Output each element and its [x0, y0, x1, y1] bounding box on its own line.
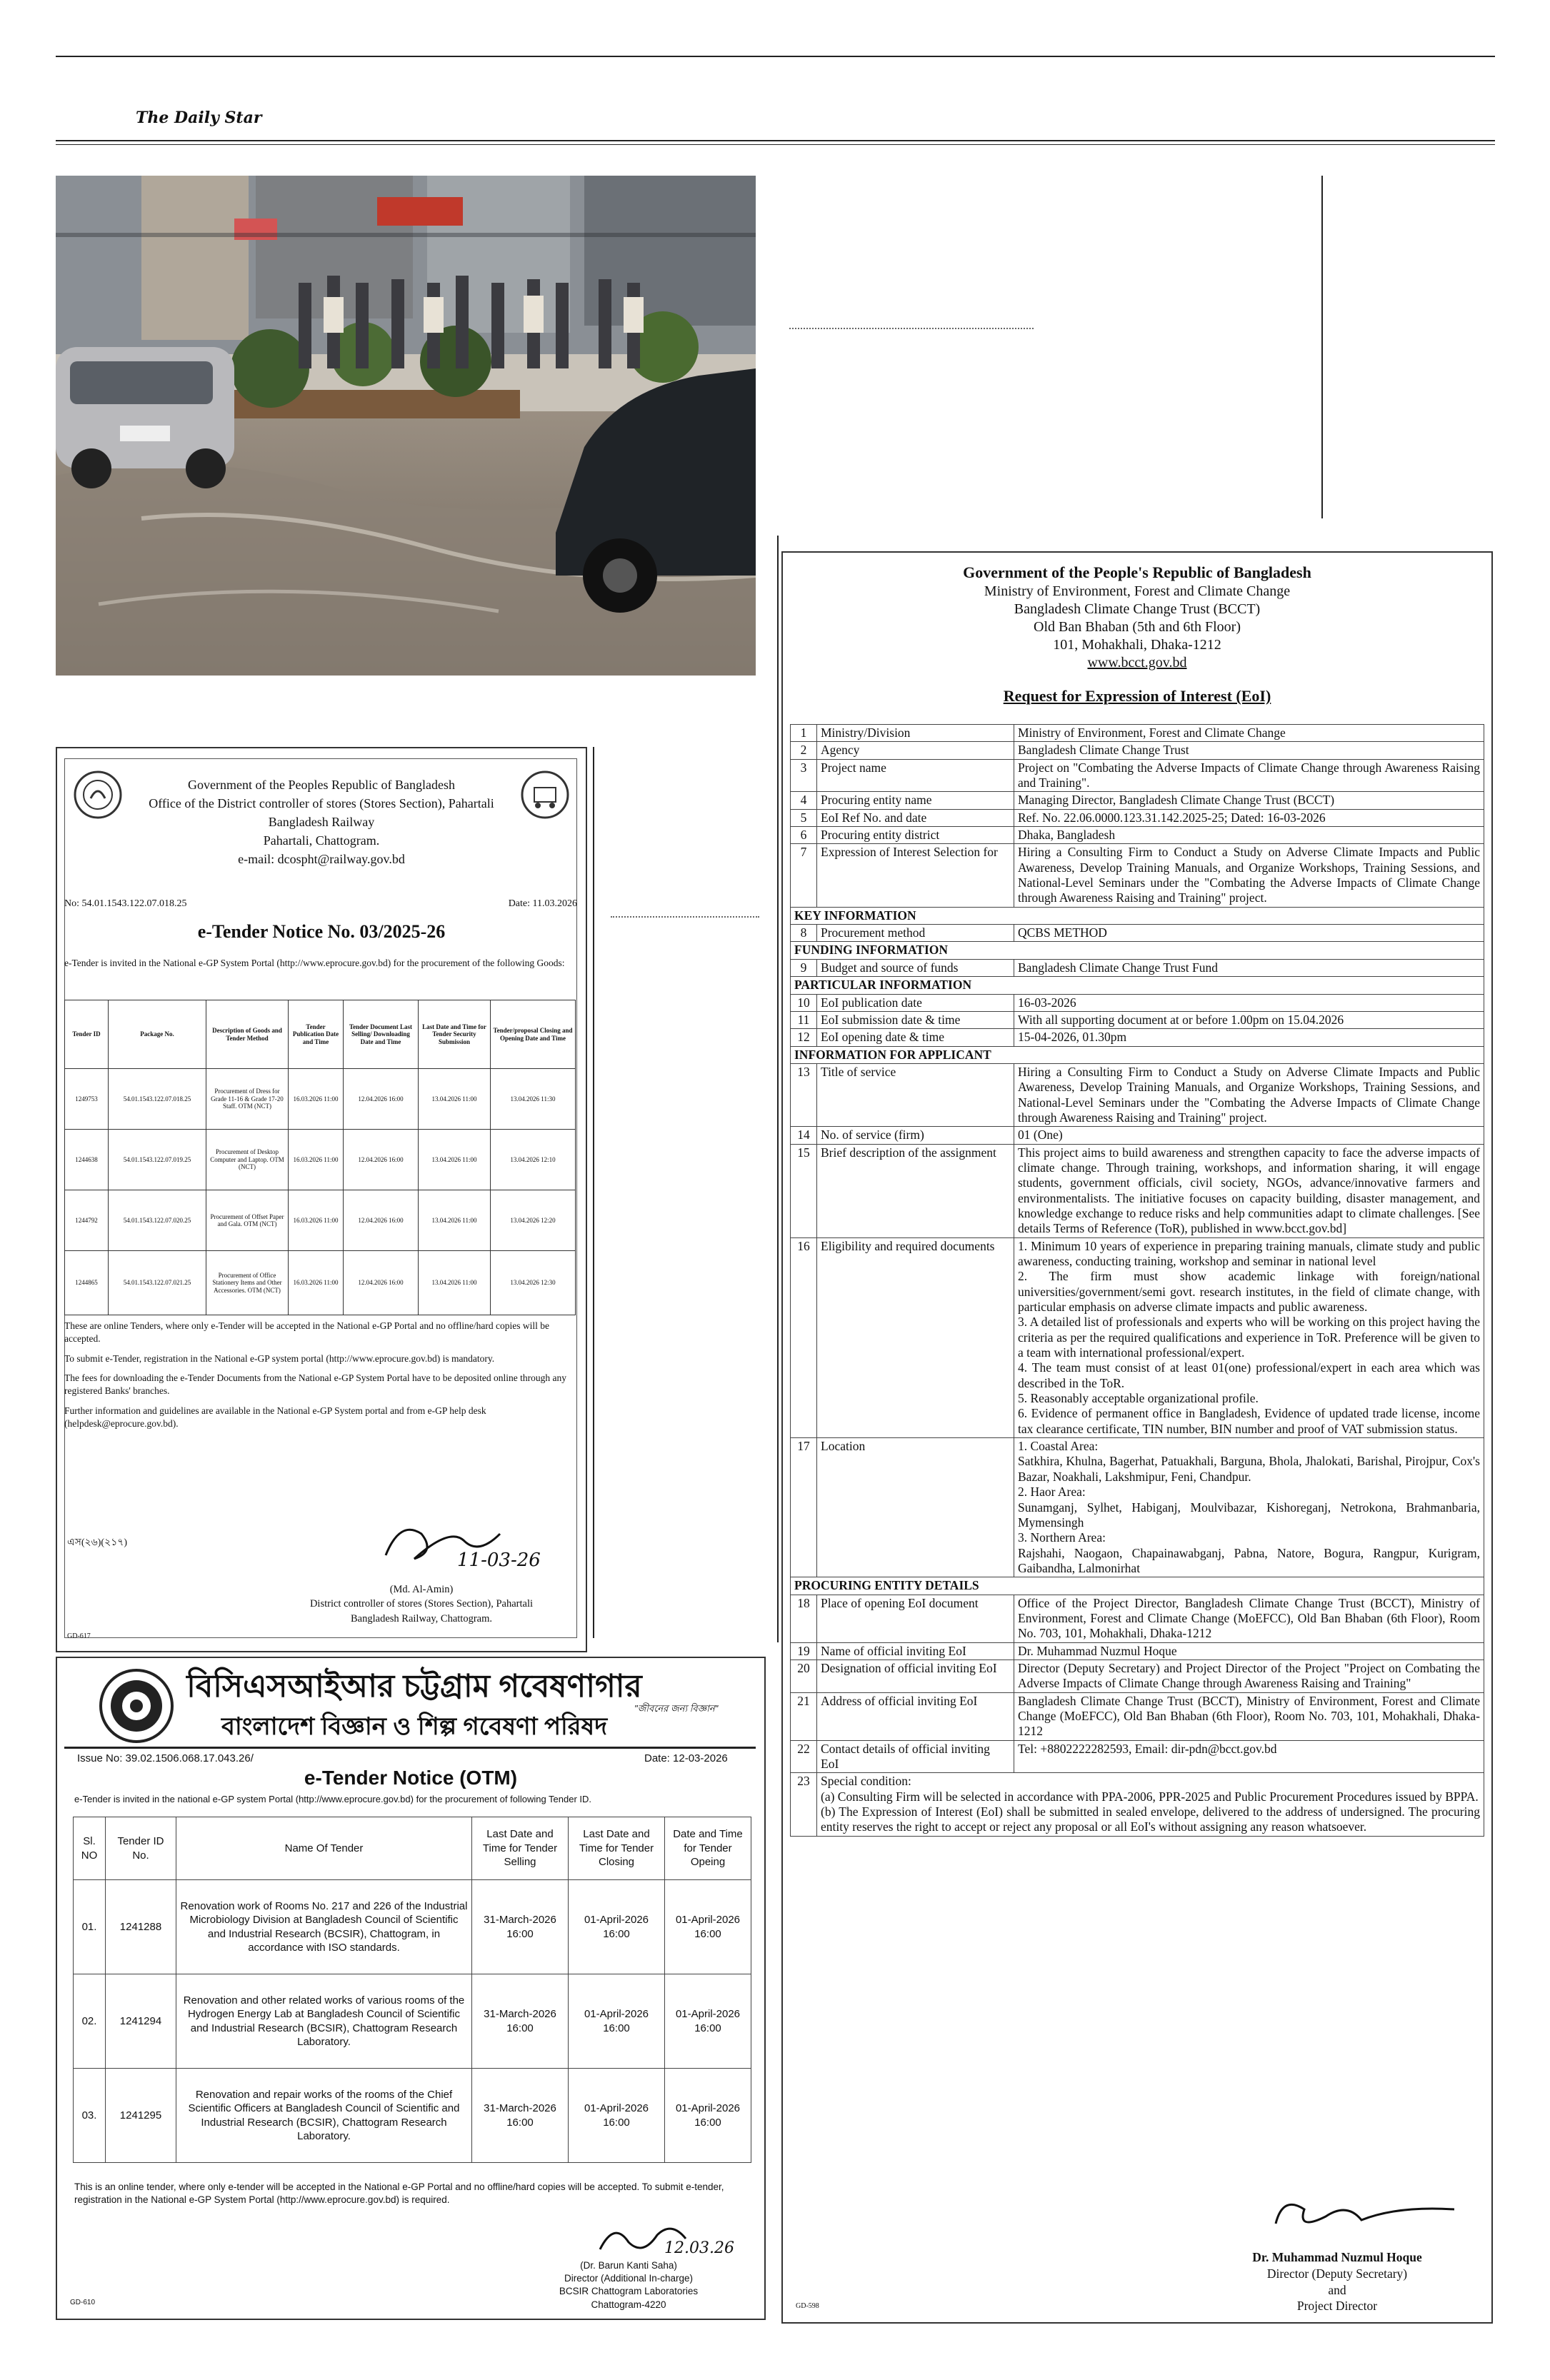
cell: 54.01.1543.122.07.020.25	[109, 1190, 206, 1251]
table-row	[74, 1974, 751, 2069]
section-heading: INFORMATION FOR APPLICANT	[791, 1046, 1484, 1063]
cell: Procurement of Desktop Computer and Laptop. OTM (NCT)	[206, 1130, 289, 1190]
cell: 13.04.2026 11:00	[419, 1251, 491, 1315]
row-value: Director (Deputy Secretary) and Project Director of the Project "Project on Combating the Adverse Impacts of Climate Change through Awareness Raising and Training"	[1014, 1660, 1484, 1692]
notice1-para2: To submit e-Tender, registration in the National e-GP system portal (http://www.eprocure.gov.bd) is mandatory.	[64, 1352, 495, 1364]
row-value	[817, 1773, 1484, 1836]
row-value	[1014, 1438, 1484, 1577]
notice3-trust: Bangladesh Climate Change Trust (BCCT)	[1014, 601, 1261, 617]
notice2-table	[73, 1817, 751, 2163]
table-row	[791, 1692, 1484, 1740]
notice1-sig-title: District controller of stores (Stores Section), Pahartali	[309, 1598, 534, 1610]
cell: 54.01.1543.122.07.019.25	[109, 1130, 206, 1190]
section-row	[791, 907, 1484, 924]
row-number: 15	[791, 1144, 817, 1237]
notice1-signature	[371, 1512, 541, 1577]
table-row	[65, 1251, 576, 1315]
cell: Renovation and other related works of various rooms of the Hydrogen Energy Lab at Bangladesh Council of Scientific and Industrial Research (BCSIR), Chattogram Research Laboratory.	[176, 1974, 472, 2069]
n1-head-id: Tender ID	[65, 1000, 109, 1069]
row-number: 12	[791, 1029, 817, 1046]
row-label: EoI publication date	[817, 994, 1014, 1011]
notice3-web: www.bcct.gov.bd	[1087, 654, 1187, 671]
section-row	[791, 1577, 1484, 1595]
notice1-email: e-mail: dcospht@railway.gov.bd	[238, 852, 405, 867]
table-row	[791, 1127, 1484, 1144]
notice2-footer: This is an online tender, where only e-tender will be accepted in the National e-GP Portal and no offline/hard copies will be accepted. To submit e-tender, registration in the National e-GP System Portal (http://www.eprocure.gov.bd) is required.	[74, 2181, 724, 2206]
table-row	[65, 1069, 576, 1130]
n1-head-doc: Tender Document Last Selling/ Downloading Date and Time	[344, 1000, 419, 1069]
table-row	[791, 1011, 1484, 1028]
row-label: Designation of official inviting EoI	[817, 1660, 1014, 1692]
row-label: Location	[817, 1438, 1014, 1577]
row-label: Contact details of official inviting EoI	[817, 1740, 1014, 1773]
cell: 13.04.2026 11:00	[419, 1130, 491, 1190]
notice3-title: Request for Expression of Interest (EoI)	[1003, 687, 1271, 705]
notice1-title: e-Tender Notice No. 03/2025-26	[197, 921, 446, 942]
cell: 31-March-2026 16:00	[472, 1974, 569, 2069]
cell: 1244865	[65, 1251, 109, 1315]
cell: 13.04.2026 11:00	[419, 1190, 491, 1251]
row-label: EoI submission date & time	[817, 1011, 1014, 1028]
n2-head-sell: Last Date and Time for Tender Selling	[472, 1817, 569, 1880]
list-item: Sunamganj, Sylhet, Habiganj, Moulvibazar, Kishoreganj, Netrokona, Brahmanbaria, Mymensingh	[1018, 1500, 1480, 1530]
cell: 12.04.2026 16:00	[344, 1069, 419, 1130]
table-row	[791, 925, 1484, 942]
row-value	[1014, 1237, 1484, 1437]
bcsir-bn-motto: "জীবনের জন্য বিজ্ঞান"	[634, 1703, 719, 1714]
section-heading: KEY INFORMATION	[791, 907, 1484, 924]
list-item: Rajshahi, Naogaon, Chapainawabganj, Pabna, Natore, Bogura, Rangpur, Kurigram, Gaibandha, Lalmonirhat	[1018, 1545, 1480, 1575]
row-number: 5	[791, 809, 817, 826]
row-label: Brief description of the assignment	[817, 1144, 1014, 1237]
n2-head-open: Date and Time for Tender Opeing	[665, 1817, 751, 1880]
table-row	[791, 1642, 1484, 1660]
row-value: This project aims to build awareness and strengthen capacity to face the adverse impacts of climate change. Through training, workshops, and information sharing, it will engage students, government officials, civil society, NGOs, advance/innovative farmers and environmentalists. The initiative focuses on capacity building, disaster management, and knowledge exchange to reduce risks and help communities adapt to climate challenges. [See details Terms of Reference (ToR), published in www.bcct.gov.bd]	[1014, 1144, 1484, 1237]
notice3-bldg: Old Ban Bhaban (5th and 6th Floor)	[1034, 618, 1241, 635]
n1-head-pkg: Package No.	[109, 1000, 206, 1069]
notice1-code: এস(২৬)(২১৭)	[67, 1537, 128, 1548]
masthead: The Daily Star	[136, 109, 262, 127]
section-heading: PARTICULAR INFORMATION	[791, 977, 1484, 994]
cell: 31-March-2026 16:00	[472, 1880, 569, 1974]
row-value: Project on "Combating the Adverse Impacts of Climate Change through Awareness Raising and Training".	[1014, 759, 1484, 792]
bcsir-bn-title: বিসিএসআইআর চট্টগ্রাম গবেষণাগার	[186, 1669, 642, 1704]
cell: 03.	[74, 2069, 106, 2163]
table-row	[791, 809, 1484, 826]
section-heading: PROCURING ENTITY DETAILS	[791, 1577, 1484, 1595]
notice1-place: Pahartali, Chattogram.	[263, 833, 380, 848]
eoi-table	[790, 724, 1484, 1837]
list-item: 1. Coastal Area:	[1018, 1439, 1099, 1454]
row-label: No. of service (firm)	[817, 1127, 1014, 1144]
notice2-sig-title: Director (Additional In-charge)	[564, 2273, 694, 2284]
row-value: Hiring a Consulting Firm to Conduct a Study on Adverse Climate Impacts and Public Awareness, Develop Training Manuals, and Organize Workshops, Training Sessions, and National-Level Seminars under the "Combating the Adverse Impacts of Climate Change through Awareness Raising and Training" project.	[1014, 844, 1484, 907]
row-label: EoI Ref No. and date	[817, 809, 1014, 826]
notice3-signature	[1254, 2188, 1469, 2245]
notice1-date: Date: 11.03.2026	[508, 898, 577, 909]
notice1-gov: Government of the Peoples Republic of Bangladesh	[188, 778, 455, 792]
svg-text:11-03-26: 11-03-26	[457, 1550, 541, 1571]
cell: Procurement of Offset Paper and Gala. OTM (NCT)	[206, 1190, 289, 1251]
table-row	[65, 1190, 576, 1251]
row-label: Title of service	[817, 1063, 1014, 1126]
row-number: 22	[791, 1740, 817, 1773]
notice1-sig-org: Bangladesh Railway, Chattogram.	[351, 1612, 492, 1625]
cell: Procurement of Office Stationery Items and Other Accessories. OTM (NCT)	[206, 1251, 289, 1315]
railway-emblem-icon	[520, 770, 570, 820]
row-label: Procuring entity district	[817, 827, 1014, 844]
cell: 1244638	[65, 1130, 109, 1190]
list-item: 1. Minimum 10 years of experience in preparing training manuals, climate study and public awareness, conducting training, workshop and seminar in national level	[1018, 1238, 1480, 1268]
row-value: Tel: +8802222282593, Email: dir-pdn@bcct.gov.bd	[1014, 1740, 1484, 1773]
list-item: 2. Haor Area:	[1018, 1485, 1086, 1500]
cell: 01-April-2026 16:00	[665, 2069, 751, 2163]
notice2-gd: GD-610	[70, 2299, 96, 2306]
cell: 1241288	[106, 1880, 176, 1974]
cell: 01-April-2026 16:00	[569, 2069, 665, 2163]
row-number: 16	[791, 1237, 817, 1437]
table-row	[791, 844, 1484, 907]
notice2-issue: Issue No: 39.02.1506.068.17.043.26/	[77, 1752, 254, 1764]
list-item: 3. A detailed list of professionals and experts who will be working on this project having the criteria as per the required qualifications and experience in ToR. Preference will be given to a team with international professional/expert.	[1018, 1315, 1480, 1360]
notice1-table	[64, 1000, 576, 1315]
cell: 1241295	[106, 2069, 176, 2163]
cell: 01.	[74, 1880, 106, 1974]
table-row	[65, 1130, 576, 1190]
row-number: 20	[791, 1660, 817, 1692]
cell: 01-April-2026 16:00	[665, 1880, 751, 1974]
row-value: Office of the Project Director, Bangladesh Climate Change Trust (BCCT), Ministry of Environment, Forest and Climate Change (MoEFCC), Old Ban Bhaban (6th Floor), Room No. 703, 101, Mohakhali, Dhaka-1212	[1014, 1595, 1484, 1642]
cell: 16.03.2026 11:00	[289, 1130, 344, 1190]
cell: 1244792	[65, 1190, 109, 1251]
cell: 13.04.2026 11:30	[491, 1069, 576, 1130]
row-value: Bangladesh Climate Change Trust (BCCT), Ministry of Environment, Forest and Climate Change (MoEFCC), Old Ban Bhaban (6th Floor), Room No. 703, 101, Mohakhali, Dhaka-1212	[1014, 1692, 1484, 1740]
cell: 13.04.2026 12:10	[491, 1130, 576, 1190]
row-number: 3	[791, 759, 817, 792]
cell: 13.04.2026 11:00	[419, 1069, 491, 1130]
notice3-sig-title: Director (Deputy Secretary)	[1266, 2266, 1408, 2281]
cell: Renovation and repair works of the rooms of the Chief Scientific Officers at Bangladesh Council of Scientific and Industrial Research (BCSIR), Chattogram Research Laboratory.	[176, 2069, 472, 2163]
list-item: 5. Reasonably acceptable organizational profile.	[1018, 1391, 1259, 1406]
notice1-intro: e-Tender is invited in the National e-GP System Portal (http://www.eprocure.gov.bd) for the procurement of the following Goods:	[64, 958, 565, 968]
row-value: Ministry of Environment, Forest and Climate Change	[1014, 725, 1484, 742]
notice2-title: e-Tender Notice (OTM)	[304, 1767, 518, 1789]
notice2-sig-org: BCSIR Chattogram Laboratories	[559, 2286, 699, 2297]
list-item: Satkhira, Khulna, Bagerhat, Patuakhali, Barguna, Bhola, Jhalokati, Barishal, Pirojpur, Cox's Bazar, Noakhali, Lakshmipur, Feni, Chandpur.	[1018, 1454, 1480, 1484]
cell: 02.	[74, 1974, 106, 2069]
row-value: Hiring a Consulting Firm to Conduct a Study on Adverse Climate Impacts and Public Awareness, Develop Training Manuals, and Organize Workshops, Training Sessions, and National-Level Seminars under the "Combating the Adverse Impacts of Climate Change through Awareness Raising and Training" project.	[1014, 1063, 1484, 1126]
list-item: 2. The firm must show academic linkage with foreign/national universities/government/semi govt. research institutes, in the field of climate change, with particular emphasis on adverse climate impacts and public awareness.	[1018, 1269, 1480, 1315]
table-row	[791, 759, 1484, 792]
n1-head-pub: Tender Publication Date and Time	[289, 1000, 344, 1069]
section-row	[791, 977, 1484, 994]
cell: 16.03.2026 11:00	[289, 1251, 344, 1315]
cell: 16.03.2026 11:00	[289, 1190, 344, 1251]
cell: 16.03.2026 11:00	[289, 1069, 344, 1130]
row-value: Dhaka, Bangladesh	[1014, 827, 1484, 844]
svg-text:12.03.26: 12.03.26	[664, 2239, 734, 2257]
table-row	[791, 1144, 1484, 1237]
table-row	[791, 1029, 1484, 1046]
table-row	[791, 742, 1484, 759]
row-number: 23	[791, 1773, 817, 1836]
row-value: With all supporting document at or before 1.00pm on 15.04.2026	[1014, 1011, 1484, 1028]
cell: 1241294	[106, 1974, 176, 2069]
row-number: 8	[791, 925, 817, 942]
notice3-sig-and: and	[1328, 2282, 1346, 2297]
cell: 12.04.2026 16:00	[344, 1251, 419, 1315]
row-label: Special condition:	[821, 1774, 911, 1789]
row-number: 1	[791, 725, 817, 742]
notice2-signature	[593, 2214, 734, 2264]
row-number: 11	[791, 1011, 817, 1028]
row-value: 15-04-2026, 01.30pm	[1014, 1029, 1484, 1046]
bcct-eoi-notice	[781, 551, 1493, 2324]
cell: 54.01.1543.122.07.021.25	[109, 1251, 206, 1315]
cell: 01-April-2026 16:00	[569, 1880, 665, 1974]
notice1-sig-name: (Md. Al-Amin)	[389, 1584, 454, 1595]
row-number: 14	[791, 1127, 817, 1144]
bangladesh-emblem-icon	[73, 770, 123, 820]
notice2-sig-name: (Dr. Barun Kanti Saha)	[580, 2260, 677, 2271]
table-row	[791, 792, 1484, 809]
row-label: Name of official inviting EoI	[817, 1642, 1014, 1660]
row-label: Procurement method	[817, 925, 1014, 942]
notice3-gd: GD-598	[796, 2302, 819, 2310]
notice3-gov: Government of the People's Republic of Bangladesh	[963, 563, 1311, 581]
n2-head-sl: Sl. NO	[74, 1817, 106, 1880]
n1-head-sec: Last Date and Time for Tender Security Submission	[419, 1000, 491, 1069]
row-value: Bangladesh Climate Change Trust Fund	[1014, 959, 1484, 976]
bcsir-bn-sub: বাংলাদেশ বিজ্ঞান ও শিল্প গবেষণা পরিষদ	[221, 1713, 608, 1740]
table-row	[791, 1237, 1484, 1437]
notice2-sig-place: Chattogram-4220	[591, 2299, 666, 2310]
notice3-ministry: Ministry of Environment, Forest and Climate Change	[984, 583, 1291, 599]
row-label: Eligibility and required documents	[817, 1237, 1014, 1437]
section-heading: FUNDING INFORMATION	[791, 942, 1484, 959]
cell: 13.04.2026 12:20	[491, 1190, 576, 1251]
row-label: Address of official inviting EoI	[817, 1692, 1014, 1740]
row-number: 2	[791, 742, 817, 759]
notice1-office: Office of the District controller of stores (Stores Section), Pahartali	[149, 796, 494, 811]
row-value: Ref. No. 22.06.0000.123.31.142.2025-25; Dated: 16-03-2026	[1014, 809, 1484, 826]
n2-head-close: Last Date and Time for Tender Closing	[569, 1817, 665, 1880]
cell: 31-March-2026 16:00	[472, 2069, 569, 2163]
row-label: Procuring entity name	[817, 792, 1014, 809]
notice1-para1: These are online Tenders, where only e-Tender will be accepted in the National e-GP Portal and no offline/hard copies will be accepted.	[64, 1320, 550, 1344]
notice3-sig-pd: Project Director	[1296, 2299, 1378, 2314]
row-label: EoI opening date & time	[817, 1029, 1014, 1046]
table-row	[791, 827, 1484, 844]
row-value: QCBS METHOD	[1014, 925, 1484, 942]
notice1-org: Bangladesh Railway	[268, 815, 375, 830]
row-number: 13	[791, 1063, 817, 1126]
row-label: Budget and source of funds	[817, 959, 1014, 976]
list-item: 3. Northern Area:	[1018, 1530, 1106, 1545]
table-row	[791, 1595, 1484, 1642]
table-row	[791, 1438, 1484, 1577]
cell: 12.04.2026 16:00	[344, 1130, 419, 1190]
notice1-para3: The fees for downloading the e-Tender Documents from the National e-GP System Portal have to be deposited online through any registered Banks' branches.	[64, 1372, 566, 1397]
news-photo	[56, 176, 756, 676]
notice3-addr: 101, Mohakhali, Dhaka-1212	[1053, 636, 1221, 653]
row-number: 17	[791, 1438, 817, 1577]
list-item: (b) The Expression of Interest (EoI) shall be submitted in sealed envelope, delivered to the address of undersigned. The procuring entity reserves the right to accept or reject any proposal or all EoI's without assigning any reason whatsoever.	[821, 1804, 1480, 1834]
table-row	[791, 994, 1484, 1011]
row-number: 4	[791, 792, 817, 809]
row-number: 18	[791, 1595, 817, 1642]
cell: 01-April-2026 16:00	[569, 1974, 665, 2069]
cell: 1249753	[65, 1069, 109, 1130]
cell: Procurement of Dress for Grade 11-16 & Grade 17-20 Staff. OTM (NCT)	[206, 1069, 289, 1130]
list-item: (a) Consulting Firm will be selected in accordance with PPA-2006, PPR-2025 and Public Procurement Procedures issued by BPPA.	[821, 1789, 1479, 1804]
table-row	[74, 2069, 751, 2163]
railway-tender-notice	[56, 747, 587, 1652]
row-number: 7	[791, 844, 817, 907]
row-number: 21	[791, 1692, 817, 1740]
table-row	[791, 725, 1484, 742]
n2-head-id: Tender ID No.	[106, 1817, 176, 1880]
table-row	[791, 1063, 1484, 1126]
row-label: Agency	[817, 742, 1014, 759]
row-label: Expression of Interest Selection for	[817, 844, 1014, 907]
n1-head-desc: Description of Goods and Tender Method	[206, 1000, 289, 1069]
row-value: Bangladesh Climate Change Trust	[1014, 742, 1484, 759]
cell: 54.01.1543.122.07.018.25	[109, 1069, 206, 1130]
cell: 01-April-2026 16:00	[665, 1974, 751, 2069]
table-row	[791, 1660, 1484, 1692]
row-label: Project name	[817, 759, 1014, 792]
notice1-para4: Further information and guidelines are available in the National e-GP System portal and from e-GP help desk (helpdesk@eprocure.gov.bd).	[64, 1405, 486, 1429]
row-number: 6	[791, 827, 817, 844]
cell: 12.04.2026 16:00	[344, 1190, 419, 1251]
notice3-sig-name: Dr. Muhammad Nuzmul Hoque	[1252, 2250, 1422, 2264]
section-row	[791, 942, 1484, 959]
notice2-intro: e-Tender is invited in the national e-GP system Portal (http://www.eprocure.gov.bd) for the procurement of following Tender ID.	[74, 1794, 592, 1804]
row-number: 19	[791, 1642, 817, 1660]
row-value: Dr. Muhammad Nuzmul Hoque	[1014, 1642, 1484, 1660]
notice1-ref: No: 54.01.1543.122.07.018.25	[64, 898, 187, 909]
table-row	[791, 959, 1484, 976]
list-item: 4. The team must consist of at least 01(one) professional/expert in each area which was described in the ToR.	[1018, 1360, 1480, 1390]
row-value: 01 (One)	[1014, 1127, 1484, 1144]
street-flood-image	[56, 176, 756, 676]
table-row	[791, 1773, 1484, 1836]
table-row	[74, 1880, 751, 1974]
cell: 13.04.2026 12:30	[491, 1251, 576, 1315]
notice1-gd: GD-617	[67, 1632, 91, 1640]
n2-head-name: Name Of Tender	[176, 1817, 472, 1880]
table-row	[791, 1740, 1484, 1773]
row-label: Place of opening EoI document	[817, 1595, 1014, 1642]
row-number: 9	[791, 959, 817, 976]
row-value: Managing Director, Bangladesh Climate Change Trust (BCCT)	[1014, 792, 1484, 809]
list-item: 6. Evidence of permanent office in Bangladesh, Evidence of updated trade license, income tax clearance certificate, TIN number, BIN number and proof of VAT submission status.	[1018, 1406, 1480, 1436]
notice2-date: Date: 12-03-2026	[644, 1752, 728, 1764]
bcsir-tender-notice	[56, 1657, 766, 2320]
cell: Renovation work of Rooms No. 217 and 226 of the Industrial Microbiology Division at Bangladesh Council of Scientific and Industrial Research (BCSIR), Chattogram, in accordance with ISO standards.	[176, 1880, 472, 1974]
section-row	[791, 1046, 1484, 1063]
row-label: Ministry/Division	[817, 725, 1014, 742]
row-value: 16-03-2026	[1014, 994, 1484, 1011]
row-number: 10	[791, 994, 817, 1011]
n1-head-close: Tender/proposal Closing and Opening Date and Time	[491, 1000, 576, 1069]
